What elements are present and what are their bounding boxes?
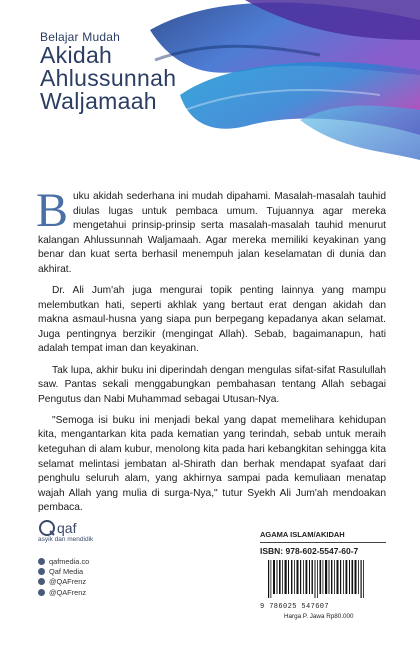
title-line-2: Ahlussunnah — [40, 65, 177, 91]
social-twitter-text: @QAFrenz — [49, 577, 87, 587]
book-category: AGAMA ISLAM/AKIDAH — [260, 530, 386, 543]
blurb-text — [36, 184, 386, 522]
instagram-icon — [38, 589, 45, 596]
blurb-paragraph-3: Tak lupa, akhir buku ini diperindah dengan mengulas sifat-sifat Rasulullah saw. Pantas sekali menggabungkan pembahasan tentang Allah sebagai Pengutus dan Nabi Muhammad sebagai Utusan-Nya. — [38, 364, 386, 405]
title-line-1: Akidah — [40, 42, 113, 68]
barcode-block — [260, 530, 386, 620]
title-block — [40, 30, 176, 113]
social-instagram-text: @QAFrenz — [49, 587, 87, 597]
facebook-icon — [38, 568, 45, 575]
social-links — [38, 556, 89, 598]
barcode-icon — [260, 560, 380, 598]
qaf-logo-icon — [38, 519, 56, 537]
twitter-icon — [38, 578, 45, 585]
blurb-paragraph-2: Dr. Ali Jum'ah juga mengurai topik penting lainnya yang mampu melembutkan hati, seperti akhlak yang bertaut erat dengan akidah dan makna asmaul-husna yang siapa pun berpegang kepadanya akan selamat. Juga pentingnya berzikir (mengingat Allah). Sebab, bagaimanapun, hati adalah tempat iman dan keyakinan. — [38, 285, 386, 355]
social-website — [38, 556, 89, 566]
series-label: Belajar Mudah — [40, 30, 120, 44]
globe-icon — [38, 558, 45, 565]
drop-cap: B — [36, 184, 69, 237]
blurb-paragraph-1 — [36, 184, 386, 278]
social-facebook-text: Qaf Media — [49, 567, 84, 577]
barcode-digits: 9 786025 547607 — [260, 603, 330, 611]
social-twitter — [38, 577, 89, 587]
publisher-tagline: asyik dan mendidik — [38, 536, 94, 543]
publisher-logo — [38, 519, 93, 537]
social-facebook — [38, 566, 89, 576]
publisher-logo-block — [38, 519, 93, 543]
publisher-logo-text: qaf — [57, 520, 77, 536]
title-line-3: Waljamaah — [40, 88, 157, 114]
blurb-paragraph-4: "Semoga isi buku ini menjadi bekal yang dapat memelihara kehidupan kita, mengantarkan kita pada kematian yang terindah, sebab untuk meraih keteguhan di alam kubur, menolong kita pada hari kebangkitan sehingga kita selamat melintasi jembatan al-Shirath dan berhak mendapat syafaat dari penghulu seluruh alam, yang akhirnya sampai pada kemuliaan menatap wajah Allah yang mulia di surga-Nya," tutur Syekh Ali Jum'ah mendoakan pembaca. — [38, 414, 386, 514]
blurb-paragraph-1-text: uku akidah sederhana ini mudah dipahami. Masalah-masalah tauhid diulas lugas untuk pembaca umum. Tujuannya agar mereka mengetahui prinsip-prinsip serta masalah-masalah tauhid menurut kalangan Ahlussunnah Waljamaah. Agar mereka memiliki keyakinan yang benar dan kuat serta berhasil menempuh jalan keselamatan di dunia dan akhirat. — [38, 191, 386, 275]
isbn-label: ISBN: 978-602-5547-60-7 — [260, 546, 359, 556]
social-instagram — [38, 587, 89, 597]
price-label: Harga P. Jawa Rp80.000 — [284, 613, 354, 620]
social-website-text: qafmedia.co — [49, 556, 90, 566]
